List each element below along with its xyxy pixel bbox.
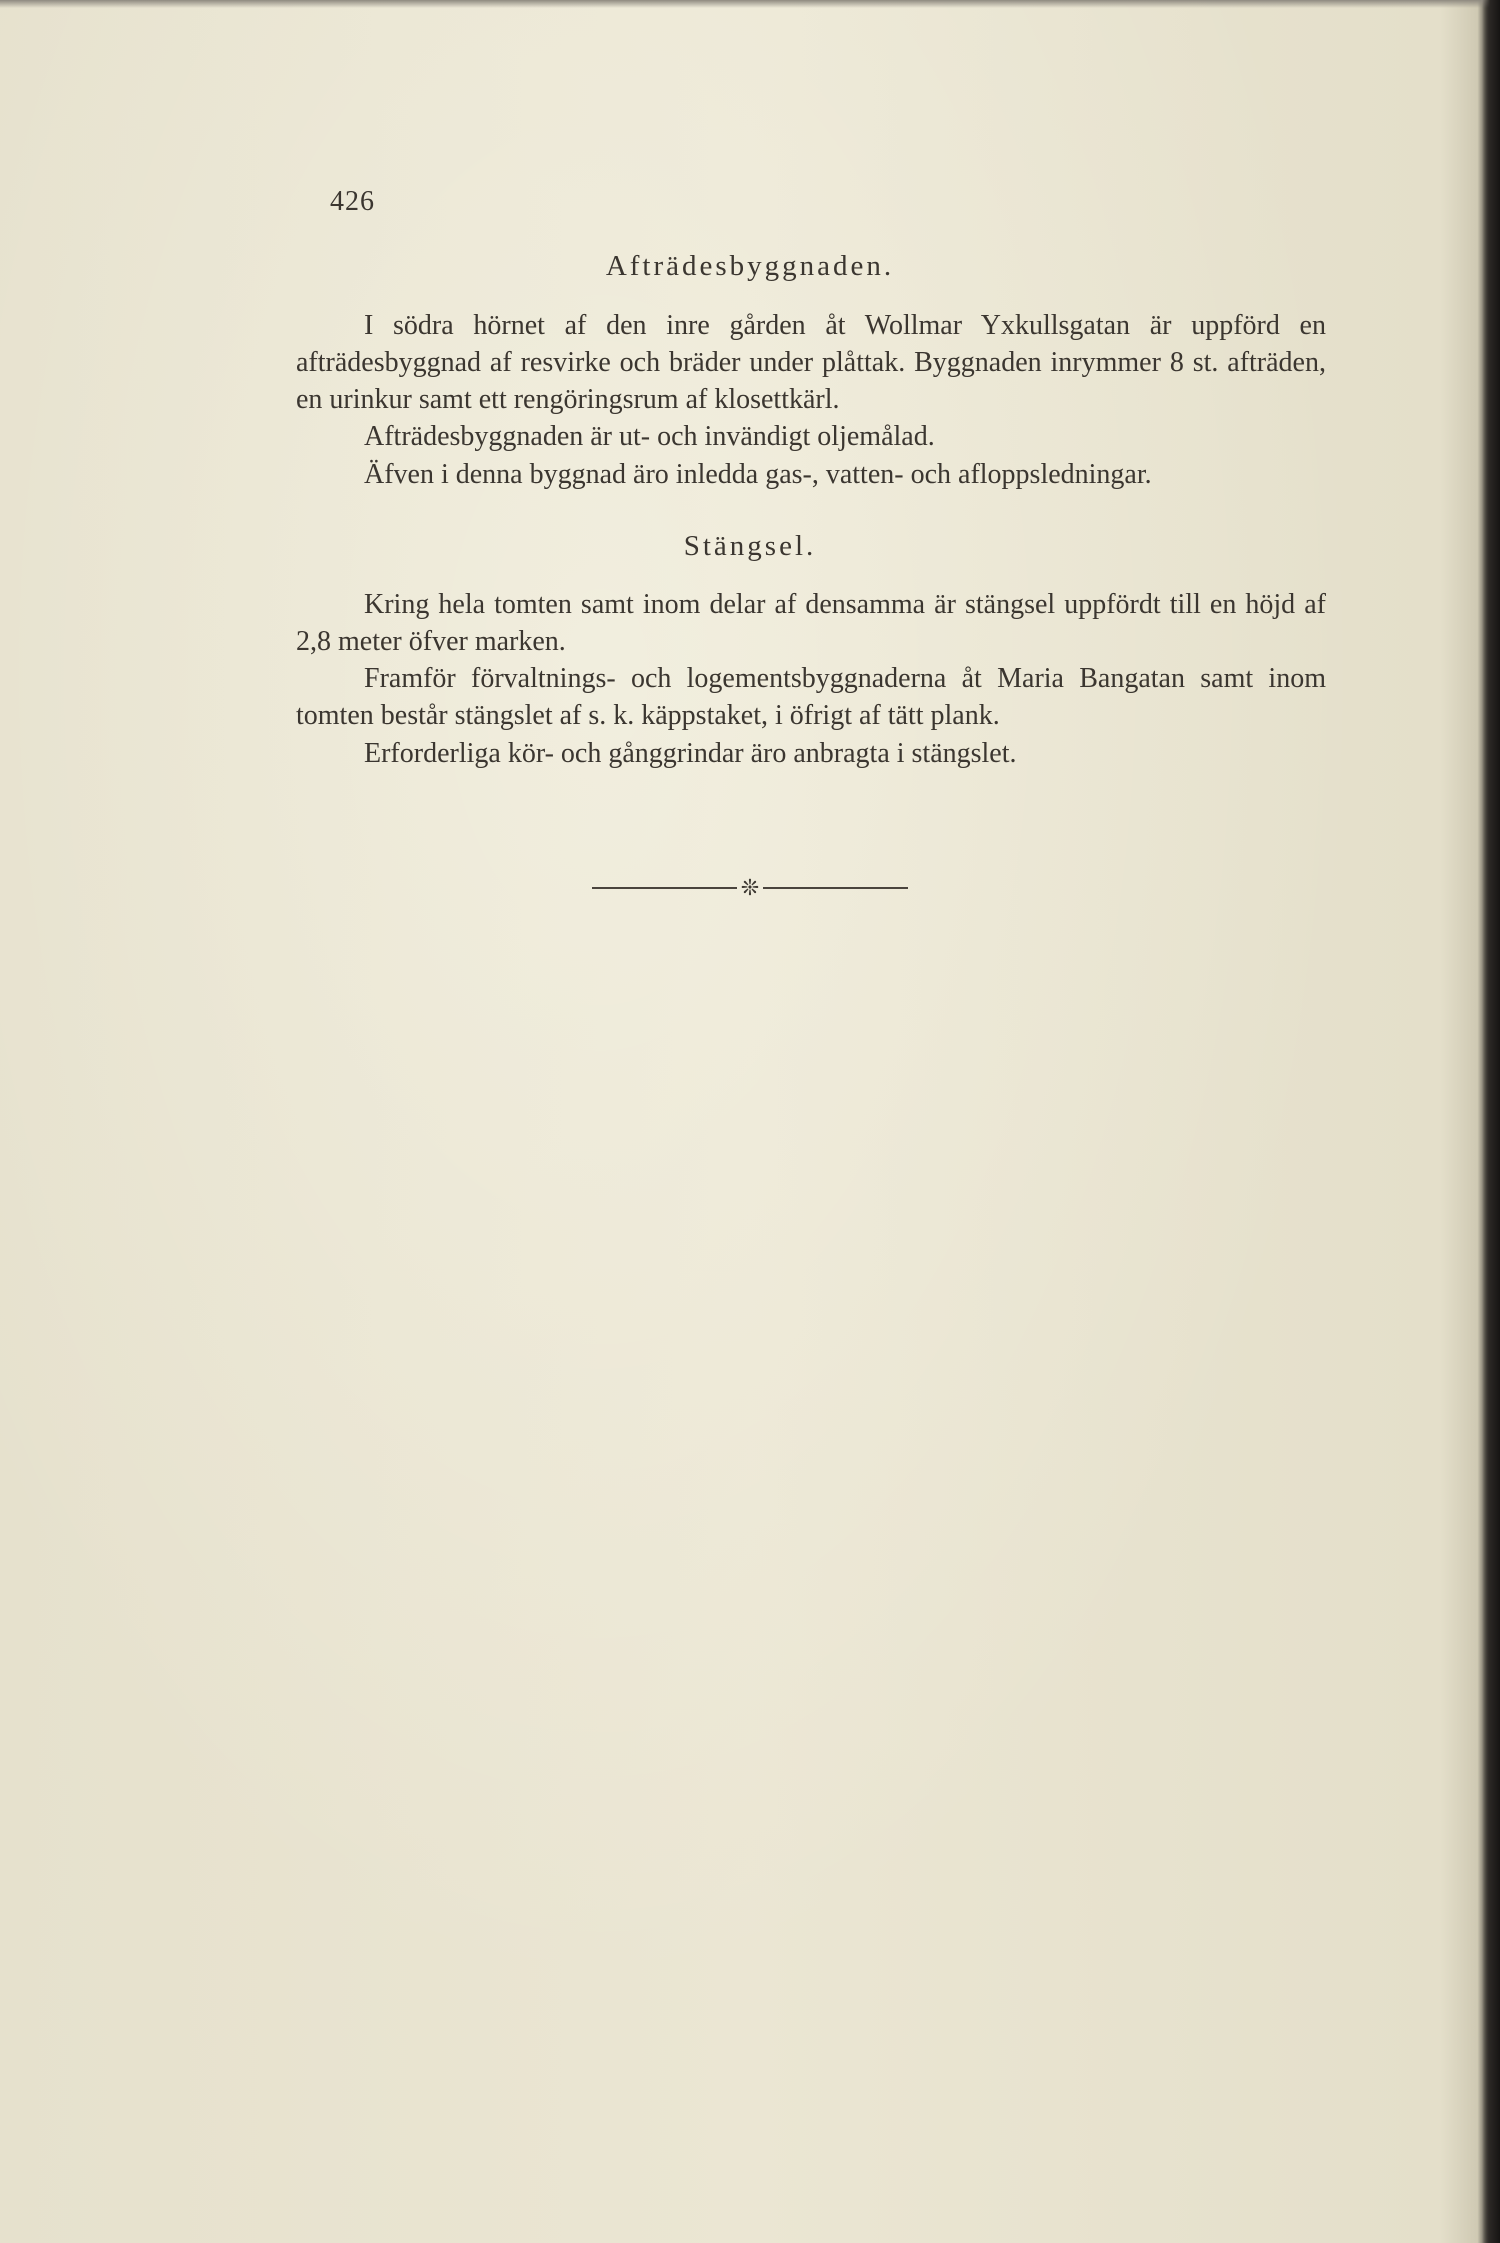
paragraph-aftrade-location (296, 307, 1326, 418)
ornament-rule-left (592, 887, 737, 889)
paragraph-aftrade-paint (296, 418, 1326, 455)
paragraph-text: Framför förvaltnings- och logementsbyggnaderna åt Maria Bangatan samt inom tomten består stängslet af s. k. käppstaket, i öfrigt af tätt plank. (296, 663, 1326, 731)
page-top-edge (0, 0, 1500, 8)
section-end-ornament (0, 876, 1500, 900)
page-binding-shadow (1482, 0, 1500, 2243)
section-heading-aftradesbyggnaden: Afträdesbyggnaden. (605, 250, 895, 282)
section-heading-stangsel: Stängsel. (683, 530, 817, 562)
ornament-rule-right (763, 887, 908, 889)
paragraph-stangsel-type (296, 660, 1326, 734)
paragraph-text: Erforderliga kör- och gånggrindar äro anbragta i stängslet. (364, 738, 1017, 769)
paragraph-text: Äfven i denna byggnad äro inledda gas-, vatten- och afloppsledningar. (364, 459, 1152, 490)
paragraph-text: I södra hörnet af den inre gården åt Wollmar Yxkullsgatan är uppförd en afträdesbyggnad af resvirke och bräder under plåttak. Byggnaden inrymmer 8 st. afträden, en urinkur samt ett rengöringsrum af klosettkärl. (296, 310, 1326, 415)
paragraph-stangsel-gates (296, 735, 1326, 772)
page-number: 426 (330, 186, 375, 217)
paragraph-aftrade-pipes (296, 456, 1326, 493)
paragraph-stangsel-height (296, 586, 1326, 660)
paragraph-text: Kring hela tomten samt inom delar af densamma är stängsel uppfördt till en höjd af 2,8 meter öfver marken. (296, 589, 1326, 657)
asterism-icon: ❊ (740, 875, 760, 900)
paragraph-text: Afträdesbyggnaden är ut- och invändigt oljemålad. (364, 421, 935, 452)
